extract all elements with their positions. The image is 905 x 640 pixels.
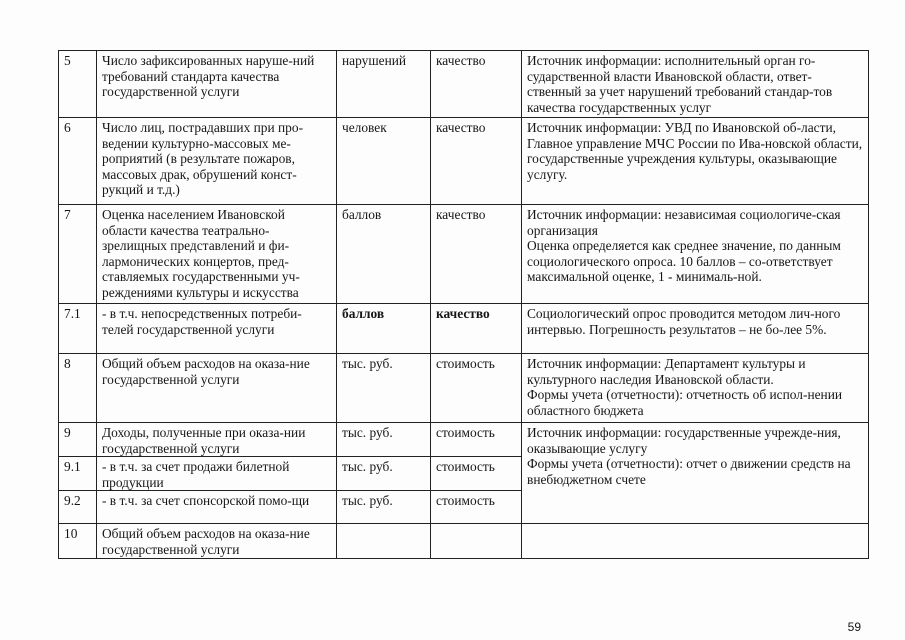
unit-cell: человек (337, 118, 431, 205)
row-number: 9 (59, 423, 97, 457)
indicator-name: Общий объем расходов на оказа-ние государственной услуги (97, 524, 337, 559)
type-cell: качество (431, 304, 522, 354)
source-note: Оценка определяется как среднее значение, по данным социологического опроса. 10 баллов – со-ответствует максимальной оценке, 1 - минималь-ной. (527, 238, 841, 285)
source-cell (522, 423, 869, 524)
indicators-table (58, 50, 869, 559)
type-cell: качество (431, 51, 522, 118)
row-number: 9.2 (59, 491, 97, 524)
row-number: 8 (59, 354, 97, 423)
indicator-name: Общий объем расходов на оказа-ние государственной услуги (97, 354, 337, 423)
source-text: Источник информации: независимая социологиче-ская организация (527, 207, 841, 238)
unit-cell: тыс. руб. (337, 491, 431, 524)
table-row (59, 205, 869, 304)
indicator-name: Доходы, полученные при оказа-нии государственной услуги (97, 423, 337, 457)
type-cell: стоимость (431, 457, 522, 491)
type-cell: качество (431, 205, 522, 304)
row-number: 5 (59, 51, 97, 118)
row-number: 7 (59, 205, 97, 304)
type-cell: стоимость (431, 423, 522, 457)
source-cell: Источник информации: исполнительный орган го-сударственной власти Ивановской области, ответ-ственный за учет нарушений требований стандар-тов качества государственных услуг (522, 51, 869, 118)
type-cell: стоимость (431, 491, 522, 524)
unit-cell: тыс. руб. (337, 457, 431, 491)
row-number: 9.1 (59, 457, 97, 491)
table-row (59, 524, 869, 559)
table-row (59, 354, 869, 423)
indicator-name: Число зафиксированных наруше-ний требований стандарта качества государственной услуги (97, 51, 337, 118)
indicator-name: Число лиц, пострадавших при про-ведении культурно-массовых ме-роприятий (в результате пожаров, массовых драк, обрушений конст-рукций и т.д.) (97, 118, 337, 205)
source-cell (522, 205, 869, 304)
table-row (59, 304, 869, 354)
source-text: Источник информации: государственные учрежде-ния, оказывающие услугу (527, 425, 841, 456)
type-cell: стоимость (431, 354, 522, 423)
table-row (59, 118, 869, 205)
unit-cell: тыс. руб. (337, 423, 431, 457)
indicator-name: - в т.ч. непосредственных потреби-телей государственной услуги (97, 304, 337, 354)
unit-cell: нарушений (337, 51, 431, 118)
unit-cell: баллов (337, 205, 431, 304)
table-row (59, 51, 869, 118)
source-cell (522, 354, 869, 423)
table-row (59, 423, 869, 457)
source-cell (522, 524, 869, 559)
type-cell (431, 524, 522, 559)
source-note: Формы учета (отчетности): отчет о движении средств на внебюджетном счете (527, 456, 851, 487)
type-cell: качество (431, 118, 522, 205)
source-cell: Социологический опрос проводится методом лич-ного интервью. Погрешность результатов – не бо-лее 5%. (522, 304, 869, 354)
unit-cell (337, 524, 431, 559)
source-note: Формы учета (отчетности): отчетность об испол-нении областного бюджета (527, 387, 843, 418)
row-number: 7.1 (59, 304, 97, 354)
indicator-name: - в т.ч. за счет спонсорской помо-щи (97, 491, 337, 524)
unit-cell: баллов (337, 304, 431, 354)
page-number: 59 (847, 620, 861, 634)
indicator-name: Оценка населением Ивановской области качества театрально-зрелищных представлений и фи-лармонических концертов, пред-ставляемых государственными уч-реждениями культуры и искусства (97, 205, 337, 304)
source-text: Источник информации: Департамент культуры и культурного наследия Ивановской области. (527, 356, 806, 387)
indicator-name: - в т.ч. за счет продажи билетной продукции (97, 457, 337, 491)
row-number: 10 (59, 524, 97, 559)
unit-cell: тыс. руб. (337, 354, 431, 423)
source-cell: Источник информации: УВД по Ивановской об-ласти, Главное управление МЧС России по Ива-новской области, государственные учреждения культуры, оказывающие услугу. (522, 118, 869, 205)
row-number: 6 (59, 118, 97, 205)
